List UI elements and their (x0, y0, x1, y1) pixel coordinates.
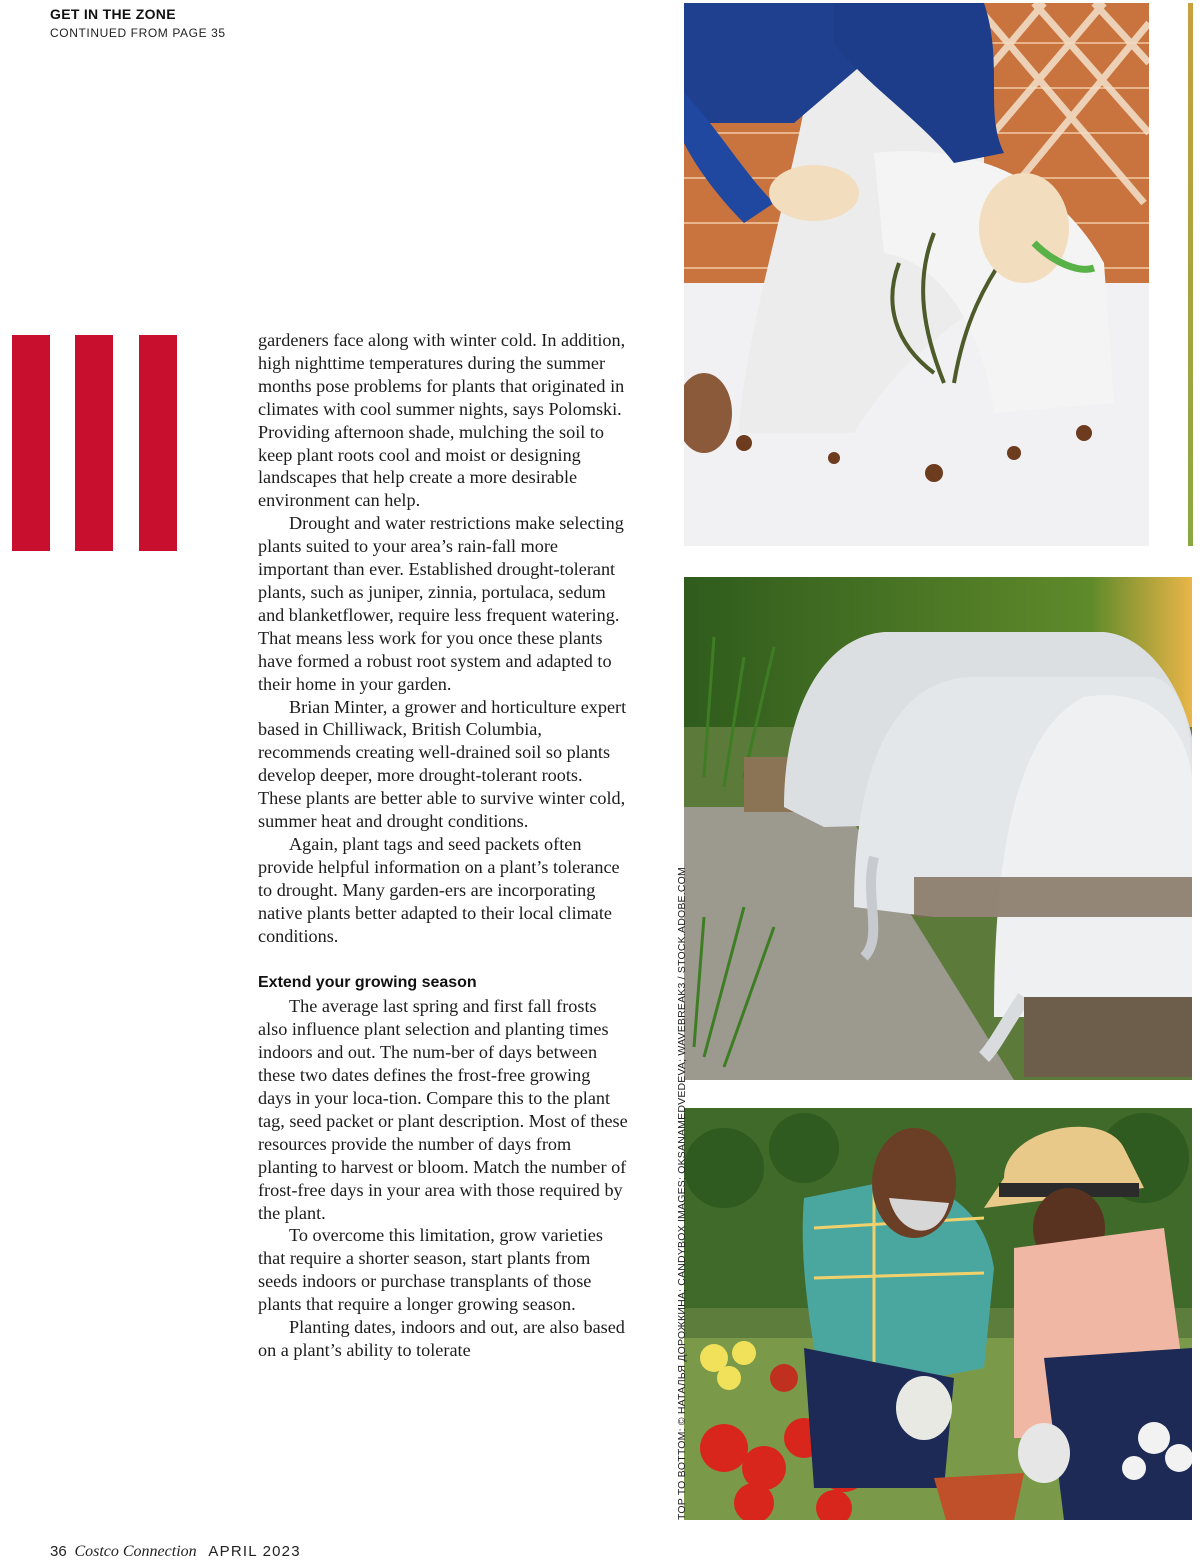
continued-note: CONTINUED FROM PAGE 35 (50, 26, 226, 40)
article-paragraph: To overcome this limitation, grow varieties that require a shorter season, start plants from seeds indoors or purchase transplants of those plants that require a longer growing season. (258, 1225, 603, 1315)
edge-strip (1188, 3, 1193, 546)
article-paragraph: Again, plant tags and seed packets often provide helpful information on a plant’s tolerance to drought. Many garden-ers are incorporating native plants better adapted to their local climate conditions. (258, 833, 620, 946)
article-body (258, 329, 628, 1362)
article-paragraph: Planting dates, indoors and out, are also based on a plant’s ability to tolerate (258, 1317, 625, 1360)
photo-frost-cloth-shrub (684, 3, 1149, 546)
decorative-stripe (139, 335, 177, 551)
decorative-stripe (12, 335, 50, 551)
article-paragraph: The average last spring and first fall frosts also influence plant selection and planting times indoors and out. The num-ber of days between these two dates defines the frost-free growing days in your loca-tion. Compare this to the plant tag, seed packet or plant description. Most of these resources provide the number of days from planting to harvest or bloom. Match the number of frost-free days in your area with those required by the plant. (258, 996, 628, 1223)
section-label: GET IN THE ZONE (50, 6, 176, 22)
article-paragraph: gardeners face along with winter cold. In addition, high nighttime temperatures during the summer months pose problems for plants that originated in climates with cool summer nights, says Polomski. Providing afternoon shade, mulching the soil to keep plant roots cool and moist or designing landscapes that help create a more desirable environment can help. (258, 330, 626, 511)
photo-couple-gardening (684, 1108, 1192, 1520)
article-paragraph: Drought and water restrictions make selecting plants suited to your area’s rain-fall more important than ever. Established drought-tolerant plants, such as juniper, zinnia, portulaca, sedum and blanketflower, require less frequent watering. That means less work for you once these plants have formed a robust root system and adapted to their home in your garden. (258, 513, 624, 694)
photo-row-covers (684, 577, 1192, 1080)
magazine-name: Costco Connection (74, 1543, 197, 1560)
page-footer (50, 1543, 301, 1561)
photo-credit: TOP TO BOTTOM: © НАТАЛЬЯ ДОРОЖКИНА; CANDYBOX IMAGES; OKSANAMEDVEDEVA; WAVEBREAK3 / STOCK.ADOBE.COM (676, 867, 688, 1520)
issue-date: APRIL 2023 (208, 1543, 301, 1560)
article-paragraph: Brian Minter, a grower and horticulture expert based in Chilliwack, British Columbia, recommends creating well-drained soil so plants develop deeper, more drought-tolerant roots. These plants are better able to survive winter cold, summer heat and drought conditions. (258, 696, 627, 832)
article-subhead: Extend your growing season (258, 974, 477, 992)
page-number: 36 (50, 1543, 67, 1560)
decorative-stripe (75, 335, 113, 551)
